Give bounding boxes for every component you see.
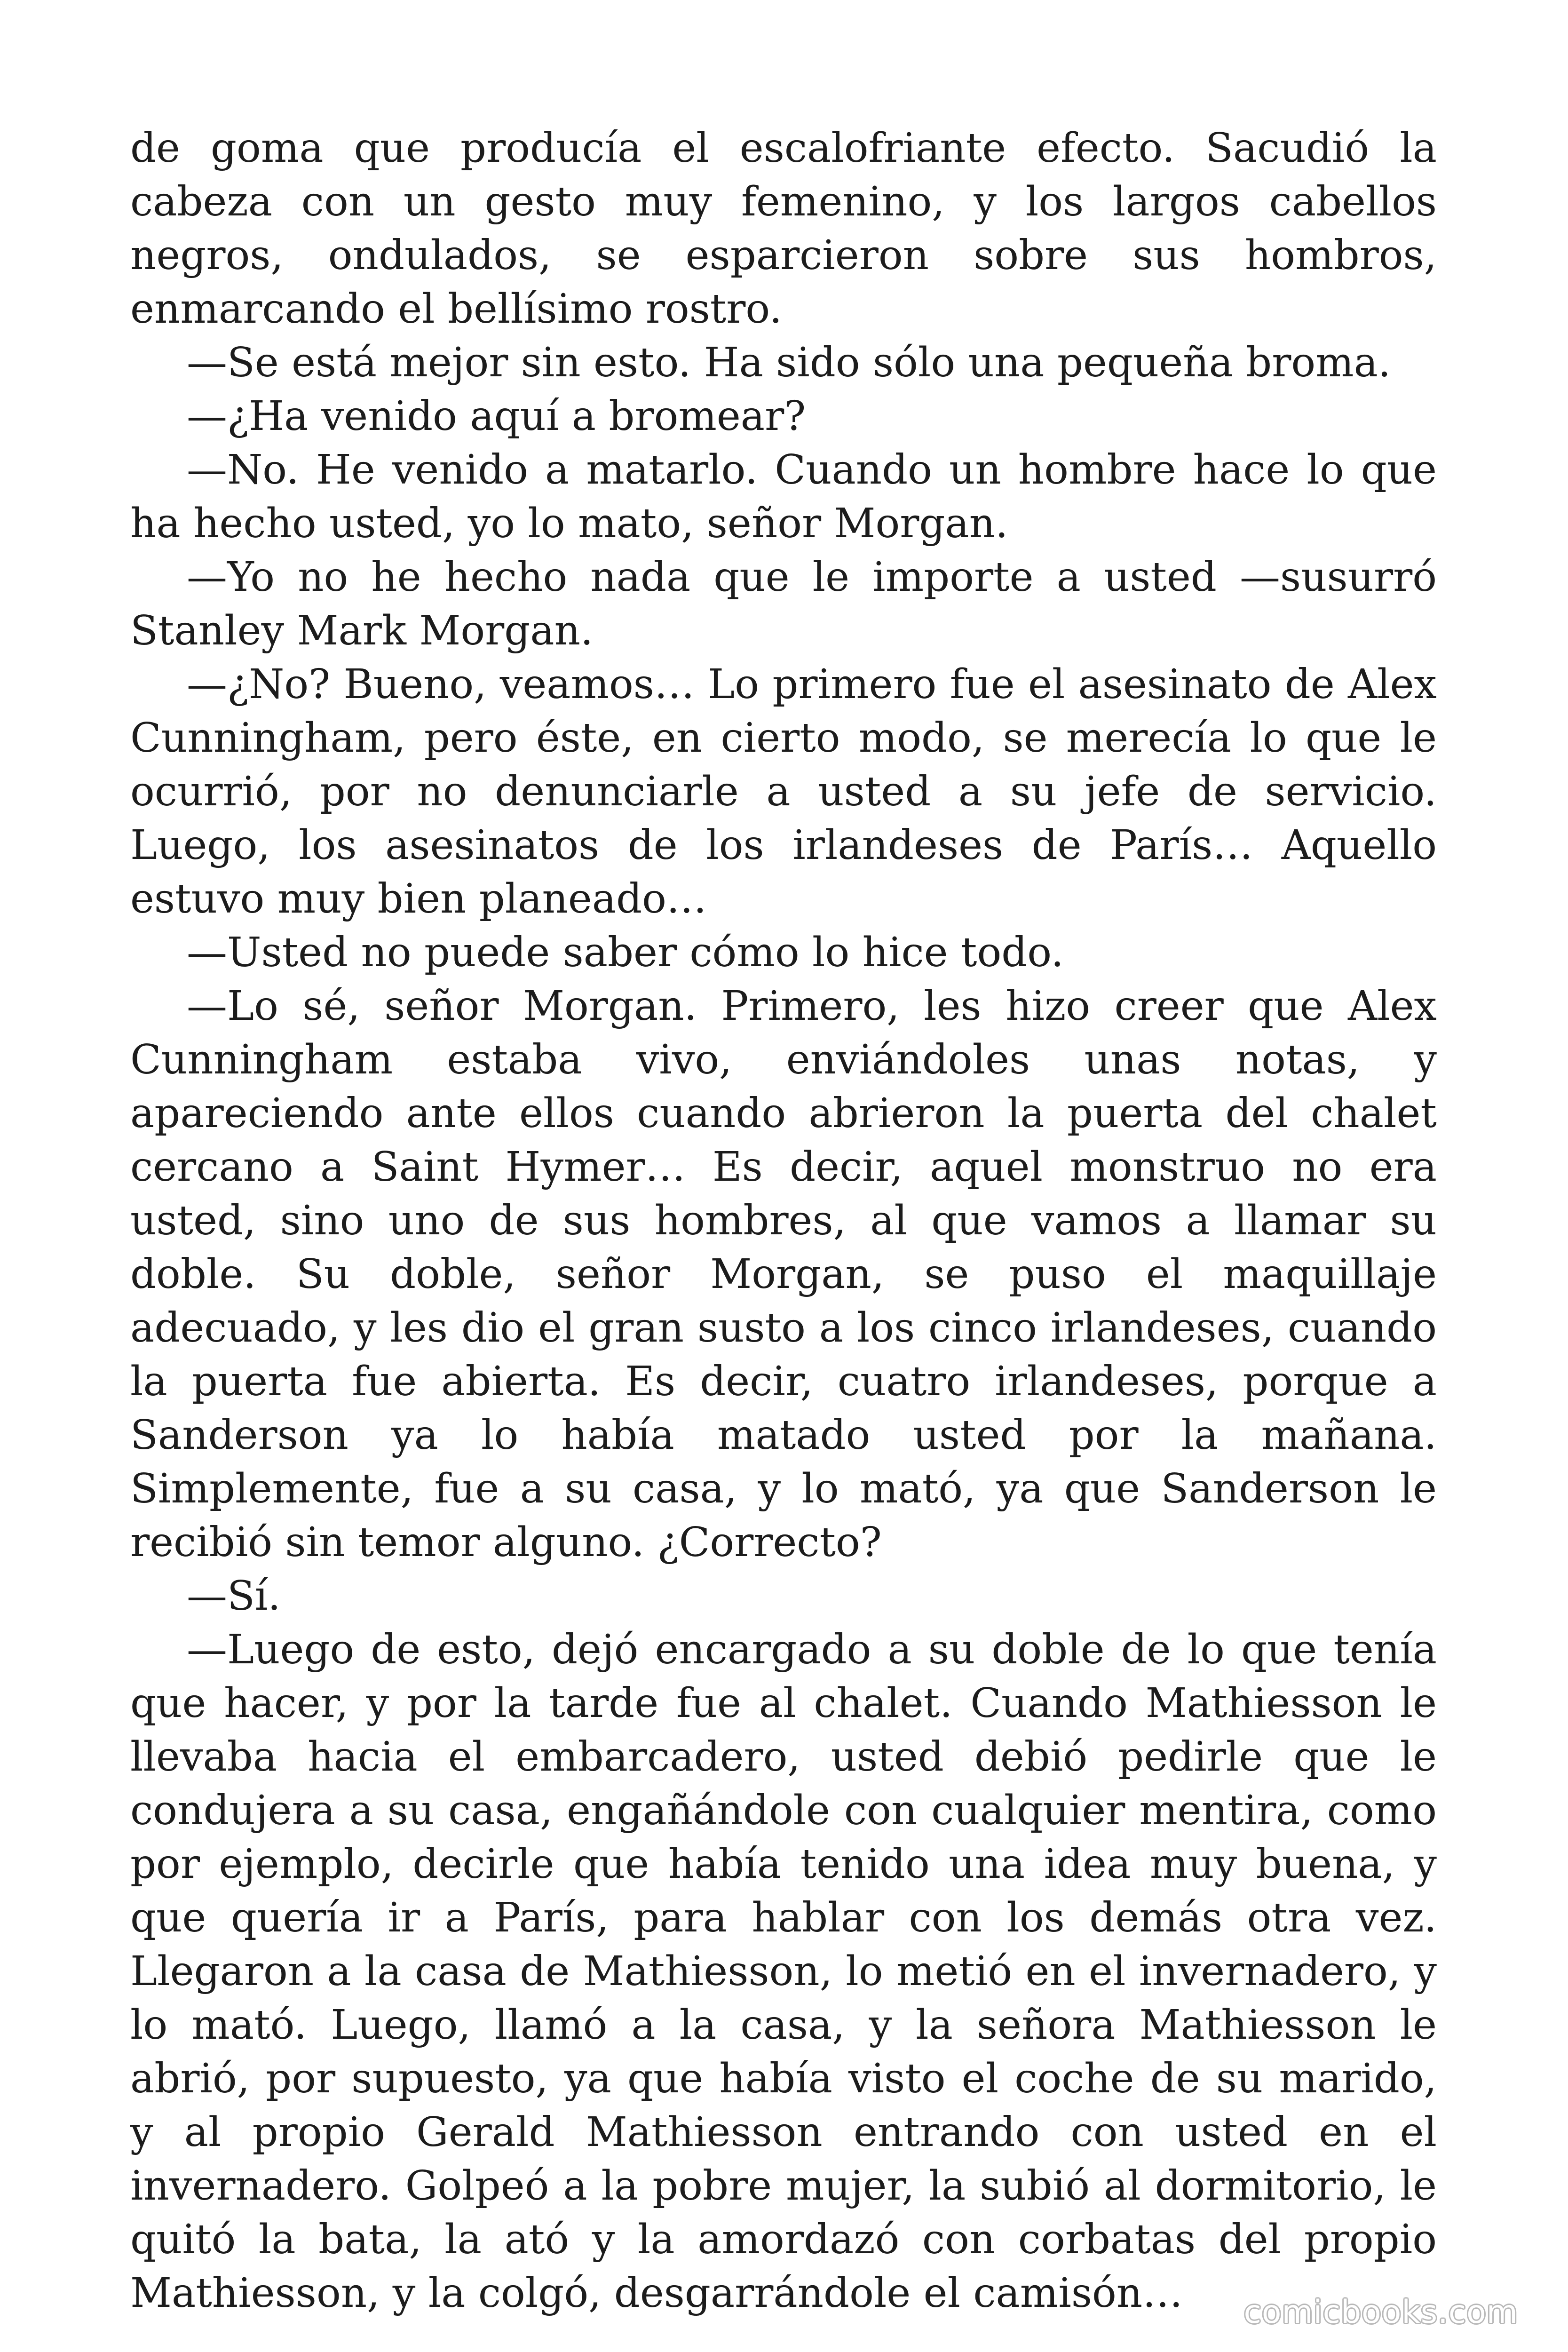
paragraph-continuation: de goma que producía el escalofriante efecto. Sacudió la cabeza con un gesto muy femenino, y los largos cabellos negros, ondulados, se esparcieron sobre sus hombros, enmarcando el bellísimo rostro. [130, 125, 1437, 333]
dialogue-paragraph: —Usted no puede saber cómo lo hice todo. [187, 929, 1064, 976]
watermark-logo: comicbooks.com [1243, 2294, 1518, 2331]
dialogue-paragraph: —Sí. [187, 1573, 281, 1620]
dialogue-paragraph: —Se está mejor sin esto. Ha sido sólo una pequeña broma. [187, 339, 1391, 386]
dialogue-paragraph: —Luego de esto, dejó encargado a su doble de lo que tenía que hacer, y por la tarde fue al chalet. Cuando Mathiesson le llevaba hacia el embarcadero, usted debió pedirle que le condujera a su casa, engañándole con cualquier mentira, como por ejemplo, decirle que había tenido una idea muy buena, y que quería ir a París, para hablar con los demás otra vez. Llegaron a la casa de Mathiesson, lo metió en el invernadero, y lo mató. Luego, llamó a la casa, y la señora Mathiesson le abrió, por supuesto, ya que había visto el coche de su marido, y al propio Gerald Mathiesson entrando con usted en el invernadero. Golpeó a la pobre mujer, la subió al dormitorio, le quitó la bata, la ató y la amordazó con corbatas del propio Mathiesson, y la colgó, desgarrándole el camisón… [130, 1626, 1437, 2317]
dialogue-paragraph: —¿Ha venido aquí a bromear? [187, 393, 806, 440]
body-text [130, 121, 1437, 2320]
dialogue-paragraph: —Lo sé, señor Morgan. Primero, les hizo creer que Alex Cunningham estaba vivo, enviándoles unas notas, y apareciendo ante ellos cuando abrieron la puerta del chalet cercano a Saint Hymer… Es decir, aquel monstruo no era usted, sino uno de sus hombres, al que vamos a llamar su doble. Su doble, señor Morgan, se puso el maquillaje adecuado, y les dio el gran susto a los cinco irlandeses, cuando la puerta fue abierta. Es decir, cuatro irlandeses, porque a Sanderson ya lo había matado usted por la mañana. Simplemente, fue a su casa, y lo mató, ya que Sanderson le recibió sin temor alguno. ¿Correcto? [130, 983, 1437, 1566]
dialogue-paragraph: —No. He venido a matarlo. Cuando un hombre hace lo que ha hecho usted, yo lo mato, señor Morgan. [130, 446, 1437, 547]
dialogue-paragraph: —¿No? Bueno, veamos… Lo primero fue el asesinato de Alex Cunningham, pero éste, en cierto modo, se merecía lo que le ocurrió, por no denunciarle a usted a su jefe de servicio. Luego, los asesinatos de los irlandeses de París… Aquello estuvo muy bien planeado… [130, 661, 1437, 922]
dialogue-paragraph: —Yo no he hecho nada que le importe a usted —susurró Stanley Mark Morgan. [130, 554, 1437, 654]
